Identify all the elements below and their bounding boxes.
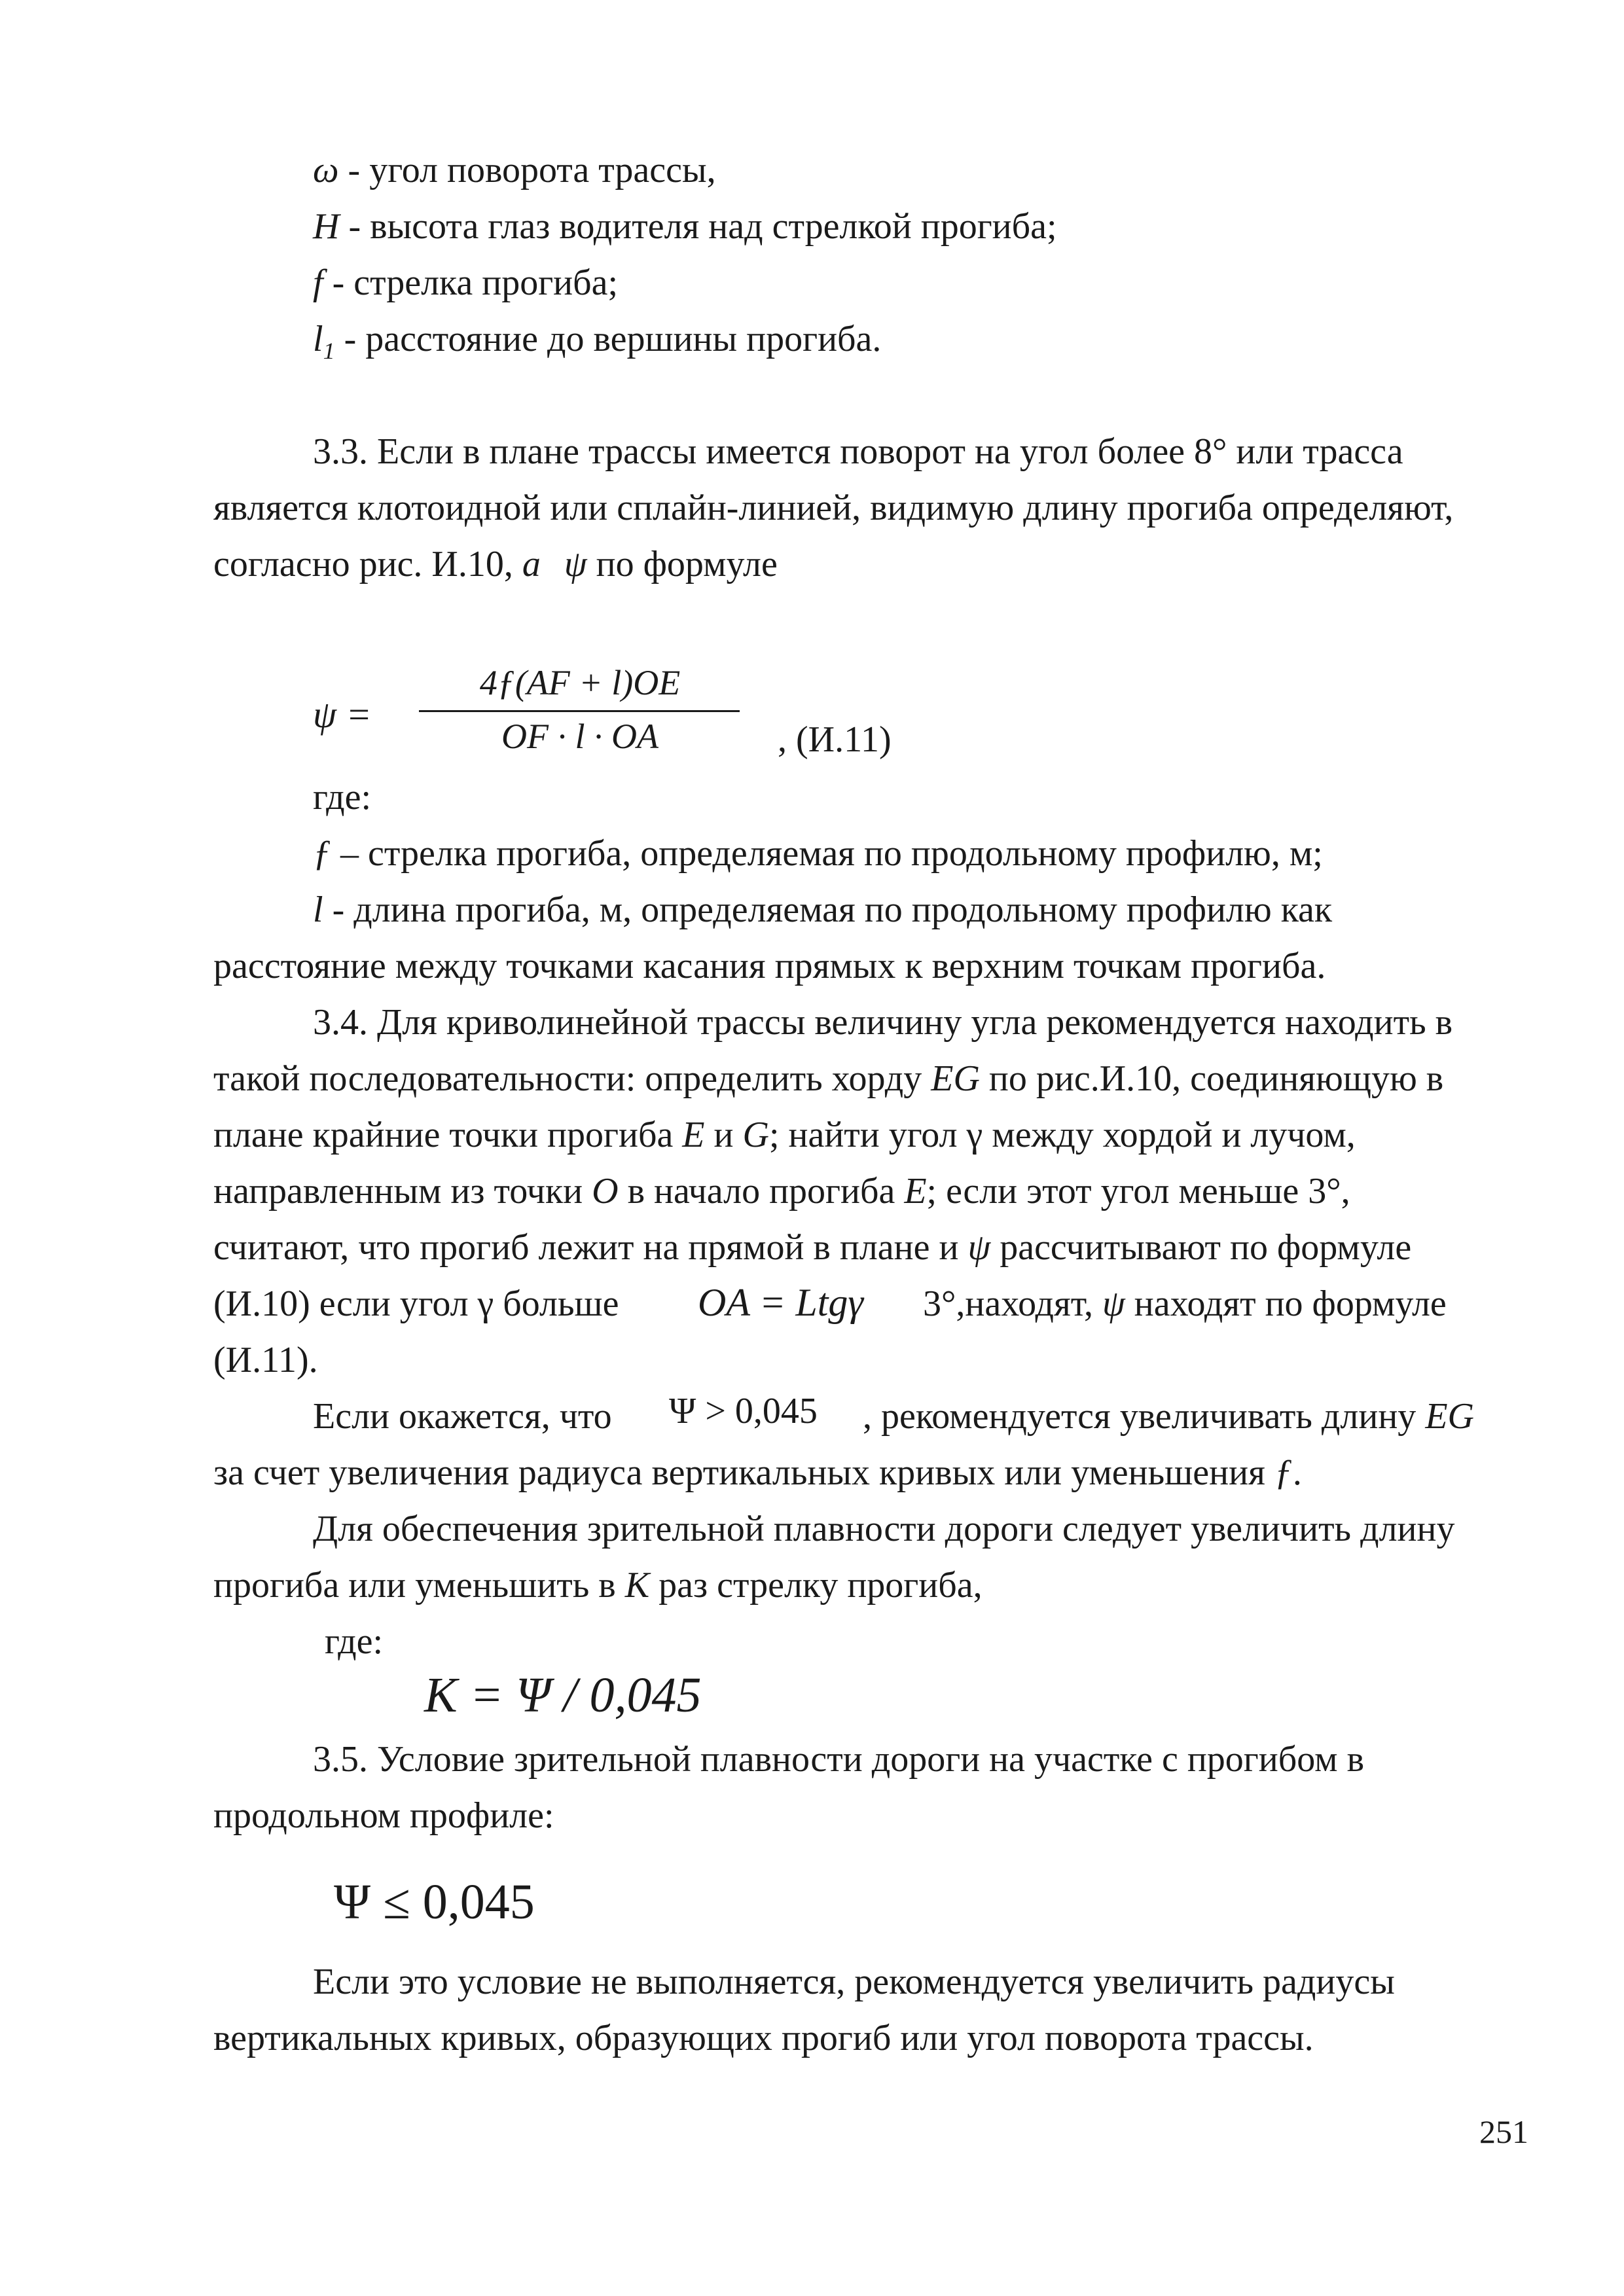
l-symbol-mid: l bbox=[313, 889, 323, 930]
page-number: 251 bbox=[1479, 2113, 1528, 2150]
p-if-line2-tail: . bbox=[1292, 1452, 1302, 1493]
def-f-mid bbox=[313, 835, 1323, 872]
p34-line3-tail: ; найти угол γ между хордой и лучом, bbox=[768, 1115, 1356, 1155]
p34-line2 bbox=[213, 1060, 1443, 1097]
f-symbol-2: ƒ bbox=[1274, 1452, 1293, 1493]
def-l-mid-text: - длина прогиба, м, определяемая по продольному профилю как bbox=[323, 889, 1333, 930]
point-g: G bbox=[742, 1115, 769, 1155]
point-o: O bbox=[592, 1171, 619, 1211]
p-smooth-line2-text: прогиба или уменьшить в bbox=[213, 1565, 625, 1605]
p-if-line2-text: за счет увеличения радиуса вертикальных кривых или уменьшения bbox=[213, 1452, 1274, 1493]
p-last-line2: вертикальных кривых, образующих прогиб или угол поворота трассы. bbox=[213, 2018, 1314, 2058]
p-if-line2 bbox=[213, 1454, 1302, 1491]
p34-line4-tail: ; если этот угол меньше 3°, bbox=[926, 1171, 1350, 1211]
p-if-right-text: , рекомендуется увеличивать длину bbox=[863, 1396, 1426, 1437]
formula-i11-label: , (И.11) bbox=[778, 719, 892, 760]
formula-i11-denominator: OF · l · OA bbox=[501, 717, 659, 756]
formula-psi-gt: Ψ > 0,045 bbox=[669, 1391, 818, 1431]
p-if-right bbox=[863, 1398, 1474, 1435]
p34-line3-text: плане крайние точки прогиба bbox=[213, 1115, 683, 1155]
def-l-mid bbox=[313, 891, 1332, 928]
p34-line6-left: (И.10) если угол γ больше bbox=[213, 1283, 619, 1324]
formula-i11-lhs: ψ = bbox=[313, 693, 372, 736]
psi-symbol: ψ bbox=[564, 544, 587, 584]
p33-line3-text: согласно рис. И.10, bbox=[213, 544, 522, 584]
p34-line2-text: такой последовательности: определить хорду bbox=[213, 1058, 931, 1099]
h-symbol: H bbox=[313, 206, 340, 247]
point-e: E bbox=[682, 1115, 705, 1155]
def-omega bbox=[313, 152, 716, 188]
p-if-left: Если окажется, что bbox=[313, 1396, 612, 1437]
p33-a-letter: а bbox=[522, 544, 541, 584]
p34-line1: 3.4. Для криволинейной трассы величину угла рекомендуется находить в bbox=[313, 1002, 1453, 1043]
p34-line5-text: считают, что прогиб лежит на прямой в плане и bbox=[213, 1227, 968, 1268]
chord-eg-2: EG bbox=[1425, 1396, 1474, 1437]
p34-line5-tail: рассчитывают по формуле bbox=[990, 1227, 1412, 1268]
p34-line6-tail: находят по формуле bbox=[1125, 1283, 1447, 1324]
p34-line3-and: и bbox=[704, 1115, 743, 1155]
p34-line4 bbox=[213, 1173, 1350, 1210]
l-subscript: 1 bbox=[323, 338, 335, 365]
def-l1 bbox=[313, 321, 881, 363]
chord-eg: EG bbox=[931, 1058, 980, 1099]
p34-line4-text: направленным из точки bbox=[213, 1171, 592, 1211]
p-smooth-line1: Для обеспечения зрительной плавности дороги следует увеличить длину bbox=[313, 1509, 1455, 1549]
def-l-mid-line2: расстояние между точками касания прямых к верхним точкам прогиба. bbox=[213, 946, 1326, 986]
where-label-2: где: bbox=[325, 1621, 384, 1662]
formula-k: K = Ψ / 0,045 bbox=[424, 1668, 702, 1723]
k-symbol: K bbox=[624, 1565, 650, 1605]
l-symbol: l bbox=[313, 319, 323, 359]
f-symbol-mid: ƒ bbox=[313, 833, 331, 874]
def-h bbox=[313, 208, 1057, 245]
formula-condition: Ψ ≤ 0,045 bbox=[334, 1874, 535, 1929]
def-h-text: - высота глаз водителя над стрелкой прогиба; bbox=[339, 206, 1057, 247]
p35-line2: продольном профиле: bbox=[213, 1795, 554, 1836]
def-omega-text: - угол поворота трассы, bbox=[338, 150, 716, 190]
formula-oa: OA = Ltgγ bbox=[698, 1281, 864, 1324]
f-symbol: f bbox=[313, 262, 323, 303]
p34-line2-tail: по рис.И.10, соединяющую в bbox=[979, 1058, 1444, 1099]
p-smooth-line2 bbox=[213, 1567, 983, 1604]
p34-line7: (И.11). bbox=[213, 1340, 318, 1380]
omega-symbol: ω bbox=[313, 150, 339, 190]
where-label-1: где: bbox=[313, 777, 372, 817]
psi-symbol-2: ψ bbox=[967, 1227, 991, 1268]
point-e-2: E bbox=[904, 1171, 927, 1211]
p34-line6-text: 3°,находят, bbox=[923, 1283, 1102, 1324]
p34-line3 bbox=[213, 1117, 1356, 1153]
p33-line1: 3.3. Если в плане трассы имеется поворот на угол более 8° или трасса bbox=[313, 431, 1403, 472]
p34-line6-right bbox=[923, 1285, 1447, 1322]
def-f-text: - стрелка прогиба; bbox=[323, 262, 619, 303]
p33-line2: является клотоидной или сплайн-линией, видимую длину прогиба определяют, bbox=[213, 488, 1454, 528]
p-last-line1: Если это условие не выполняется, рекомендуется увеличить радиусы bbox=[313, 1962, 1395, 2002]
formula-i11-fraction-bar bbox=[419, 710, 740, 712]
formula-i11-numerator: 4ƒ(AF + l)OE bbox=[479, 663, 681, 702]
p33-line3 bbox=[213, 546, 778, 583]
psi-symbol-3: ψ bbox=[1102, 1283, 1125, 1324]
p33-line3-tail: по формуле bbox=[586, 544, 778, 584]
p35-line1: 3.5. Условие зрительной плавности дороги на участке с прогибом в bbox=[313, 1739, 1365, 1780]
p34-line5 bbox=[213, 1229, 1411, 1266]
p-smooth-line2-tail: раз стрелку прогиба, bbox=[649, 1565, 983, 1605]
def-l1-text: - расстояние до вершины прогиба. bbox=[334, 319, 882, 359]
p34-line4-mid: в начало прогиба bbox=[618, 1171, 905, 1211]
def-f bbox=[313, 264, 618, 301]
def-f-mid-text: – стрелка прогиба, определяемая по продольному профилю, м; bbox=[331, 833, 1323, 874]
